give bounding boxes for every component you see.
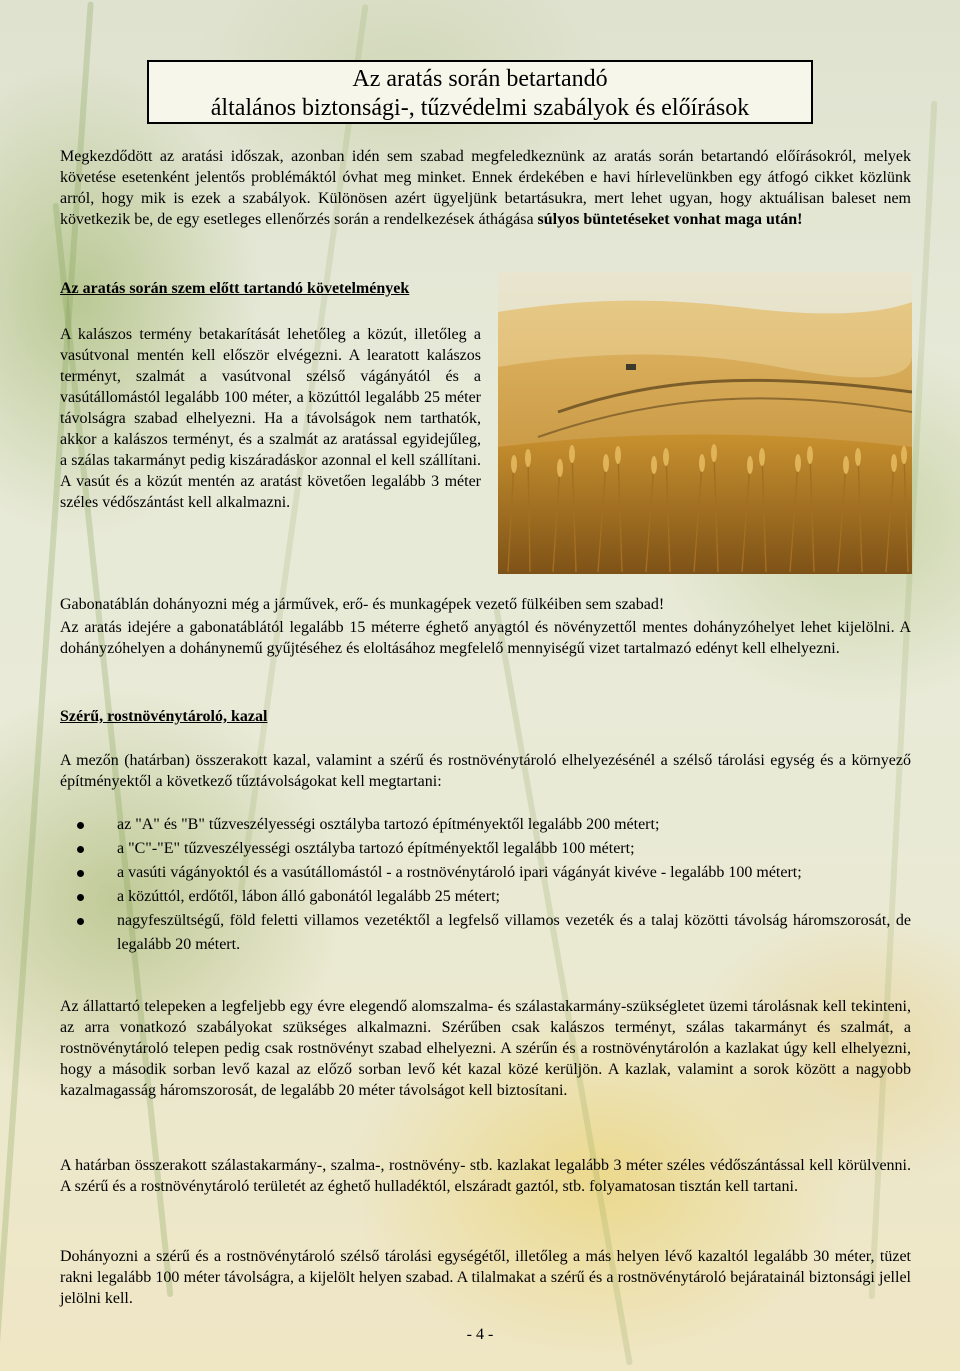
section2-heading: Szérű, rostnövénytároló, kazal [60, 708, 268, 725]
section2-intro: A mezőn (határban) összerakott kazal, valamint a szérű és rostnövénytároló elhelyezésénél a szélső tárolási egység és a környező építményektől a következő tűztávolságokat kell megtartani: [60, 752, 911, 790]
storage-paragraph: Az állattartó telepeken a legfeljebb egy évre elegendő alomszalma- és szálastakarmány-szükségletet üzemi tárolásnak kell tekinteni, az arra vonatkozó szabályokat szükséges alkalmazni. Szérűben csak kalászos terményt, szálas takarmányt és szalmát, a rostnövénytároló telepen pedig csak rostnövényt szabad elhelyezni. A szérűn és a rostnövénytárolón a kazlakat úgy kell elhelyezni, hogy a második sorban levő kazal az előző sorban levő két kazal közé kerüljön. A kazlak, valamint a sorok között a nagyobb kazalmagasság háromszorosát, de legalább 20 méter távolságot kell biztosítani. [60, 998, 911, 1099]
intro-paragraph [60, 146, 911, 230]
section1-paragraph: A kalászos termény betakarítását lehetőleg a közút, illetőleg a vasútvonal mentén kell először elvégezni. A learatott kalászos terményt, szalmát a vasútvonal szélső vágányától és a vasútállomástól legalább 100 méter, a közúttól legalább 25 méter távolságra szabad elhelyezni. Ha a távolságok nem tarthatók, akkor a kalászos terményt, és a szalmát az aratással egyidejűleg, a szálas takarmányt pedig kiszáradáskor azonnal el kell szállítani. A vasút és a közút mentén az aratást követően legalább 3 méter széles védőszántást kell alkalmazni. [60, 326, 481, 511]
list-item: a közúttól, erdőtől, lábon álló gabonától legalább 25 métert; [60, 885, 911, 909]
section1-heading: Az aratás során szem előtt tartandó követelmények [60, 280, 410, 297]
wheat-field-image [498, 272, 912, 574]
page-number: - 4 - [466, 1326, 494, 1343]
list-item: nagyfeszültségű, föld feletti villamos vezetéktől a legfelső villamos vezeték és a talaj közötti távolság háromszorosát, de legalább 20 métert. [60, 909, 911, 957]
title-line-2: általános biztonsági-, tűzvédelmi szabályok és előírások [210, 95, 750, 121]
list-item: a "C"-"E" tűzveszélyességi osztályba tartozó építményektől legalább 100 métert; [60, 837, 911, 861]
intro-text: Megkezdődött az aratási időszak, azonban idén sem szabad megfeledkeznünk az aratás során betartandó előírásokról, melyek követése esetenként jelentős problémáktól óvhat meg minket. Ennek érdekében e havi hírlevelünkben egy átfogó cikket közlünk arról, hogy mik is ezek a szabályok. Különösen azért ügyeljünk betartásukra, mert lehet ugyan, hogy aktuálisan baleset nem következik be, de egy esetleges ellenőrzés során a rendelkezések áthágása [60, 148, 911, 228]
wheat-field-photo [498, 272, 912, 574]
list-item: az "A" és "B" tűzveszélyességi osztályba tartozó építményektől legalább 200 métert; [60, 813, 911, 837]
stack-protection-paragraph: A határban összerakott szálastakarmány-, szalma-, rostnövény- stb. kazlakat legalább 3 méter széles védőszántással kell körülvenni. A szérű és a rostnövénytároló területét az éghető hulladéktól, elszáradt gaztól, stb. folyamatosan tisztán kell tartani. [60, 1157, 911, 1195]
intro-bold-text: súlyos büntetéseket vonhat maga után! [537, 211, 803, 228]
smoking-area-paragraph: Az aratás idejére a gabonatáblától legalább 15 méterre éghető anyagtól és növényzettől mentes dohányzóhelyet lehet kijelölni. A dohányzóhelyen a dohánynemű gyűjtéséhez és eloltásához megfelelő mennyiségű vizet tartalmazó edényt kell elhelyezni. [60, 619, 911, 657]
title-box [147, 60, 813, 124]
smoking-ban-paragraph: Gabonatáblán dohányozni még a járművek, erő- és munkagépek vezető fülkéiben sem szabad! [60, 596, 665, 613]
title-line-1: Az aratás során betartandó [352, 66, 608, 92]
smoking-distance-paragraph: Dohányozni a szérű és a rostnövénytároló szélső tárolási egységétől, illetőleg a más helyen lévő kazaltól legalább 30 méter, tüzet rakni legalább 100 méter távolságra, a kijelölt helyen szabad. A tilalmakat a szérű és a rostnövénytároló bejáratainál biztonsági jellel jelölni kell. [60, 1248, 911, 1307]
fire-distance-list [60, 813, 911, 957]
list-item: a vasúti vágányoktól és a vasútállomástól - a rostnövénytároló ipari vágányát kivéve - legalább 100 métert; [60, 861, 911, 885]
